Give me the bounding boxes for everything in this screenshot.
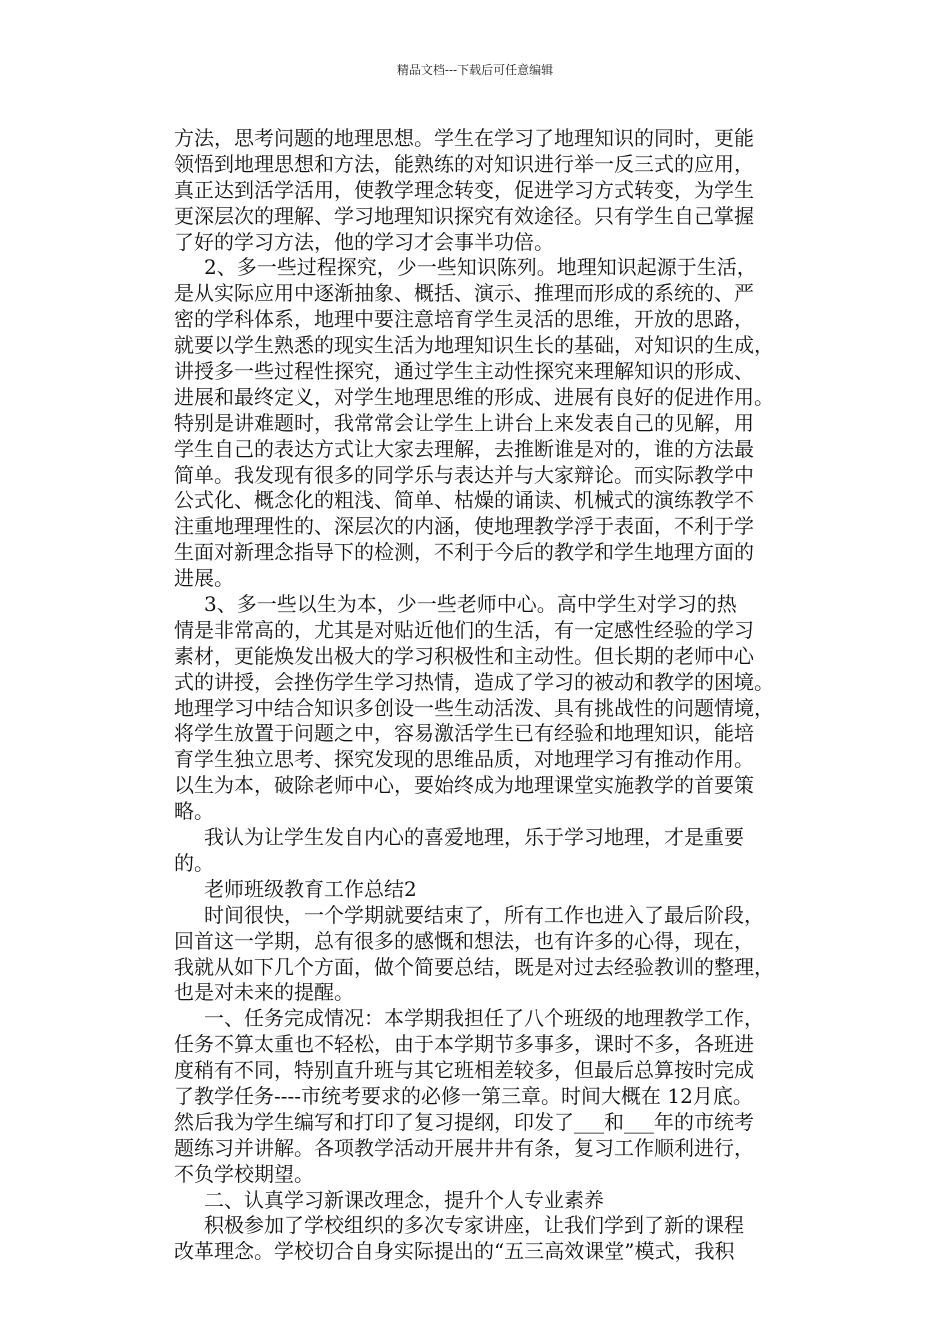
text-line: 的。 <box>174 850 214 875</box>
text-line: 生面对新理念指导下的检测，不利于今后的教学和学生地理方面的 <box>174 540 754 565</box>
text-line: 地理学习中结合知识多创设一些生动活泼、具有挑战性的问题情境， <box>174 695 774 720</box>
text-line: 进展。 <box>174 566 234 591</box>
text-line: 我就从如下几个方面，做个简要总结，既是对过去经验教训的整理， <box>174 954 774 979</box>
text-line: 情是非常高的，尤其是对贴近他们的生活，有一定感性经验的学习 <box>174 617 754 642</box>
text-line: 2、多一些过程探究，少一些知识陈列。地理知识起源于生活， <box>204 255 757 280</box>
text-line: 也是对未来的提醒。 <box>174 980 354 1005</box>
text-line: 就要以学生熟悉的现实生活为地理知识生长的基础，对知识的生成， <box>174 333 774 358</box>
text-line: 我认为让学生发自内心的喜爱地理，乐于学习地理，才是重要 <box>204 825 744 850</box>
text-line: 将学生放置于问题之中，容易激活学生已有经验和地理知识，能培 <box>174 721 754 746</box>
text-line: 以生为本，破除老师中心，要始终成为地理课堂实施教学的首要策 <box>174 773 754 798</box>
document-body <box>174 126 806 1265</box>
text-line: 改革理念。学校切合自身实际提出的“五三高效课堂”模式，我积 <box>174 1239 735 1264</box>
text-line: 积极参加了学校组织的多次专家讲座，让我们学到了新的课程 <box>204 1213 744 1238</box>
text-line: 注重地理理性的、深层次的内涵，使地理教学浮于表面，不利于学 <box>174 514 754 539</box>
text-line: 简单。我发现有很多的同学乐与表达并与大家辩论。而实际教学中 <box>174 462 754 487</box>
text-line: 不负学校期望。 <box>174 1161 314 1186</box>
text-line: 然后我为学生编写和打印了复习提纲，印发了___和___年的市统考 <box>174 1109 754 1134</box>
text-line: 学生自己的表达方式让大家去理解，去推断谁是对的，谁的方法最 <box>174 436 754 461</box>
text-line: 度稍有不同，特别直升班与其它班相差较多，但最后总算按时完成 <box>174 1058 754 1083</box>
text-line: 领悟到地理思想和方法，能熟练的对知识进行举一反三式的应用， <box>174 151 754 176</box>
text-line: 进展和最终定义，对学生地理思维的形成、进展有良好的促进作用。 <box>174 384 774 409</box>
text-line: 式的讲授，会挫伤学生学习热情，造成了学习的被动和教学的困境。 <box>174 669 774 694</box>
text-line: 3、多一些以生为本，少一些老师中心。高中学生对学习的热 <box>204 592 737 617</box>
text-line: 更深层次的理解、学习地理知识探究有效途径。只有学生自己掌握 <box>174 203 754 228</box>
text-line: 略。 <box>174 799 214 824</box>
text-line: 任务不算太重也不轻松，由于本学期节多事多，课时不多，各班进 <box>174 1032 754 1057</box>
text-line: 一、任务完成情况：本学期我担任了八个班级的地理教学工作， <box>204 1006 764 1031</box>
text-line: 了教学任务----市统考要求的必修一第三章。时间大概在 12月底。 <box>174 1083 753 1108</box>
text-line: 题练习并讲解。各项教学活动开展井井有条，复习工作顺利进行， <box>174 1135 754 1160</box>
text-line: 特别是讲难题时，我常常会让学生上讲台上来发表自己的见解，用 <box>174 410 754 435</box>
text-line: 公式化、概念化的粗浅、简单、枯燥的诵读、机械式的演练教学不 <box>174 488 754 513</box>
text-line: 密的学科体系，地理中要注意培育学生灵活的思维，开放的思路， <box>174 307 754 332</box>
text-line: 回首这一学期，总有很多的感慨和想法，也有许多的心得，现在， <box>174 928 754 953</box>
text-line: 真正达到活学活用，使教学理念转变，促进学习方式转变，为学生 <box>174 177 754 202</box>
text-line: 育学生独立思考、探究发现的思维品质，对地理学习有推动作用。 <box>174 747 754 772</box>
text-line: 老师班级教育工作总结2 <box>204 876 417 901</box>
text-line: 二、认真学习新课改理念，提升个人专业素养 <box>204 1187 604 1212</box>
text-line: 是从实际应用中逐渐抽象、概括、演示、推理而形成的系统的、严 <box>174 281 754 306</box>
page-header: 精品文档---下载后可任意编辑 <box>396 63 554 77</box>
text-line: 素材，更能焕发出极大的学习积极性和主动性。但长期的老师中心 <box>174 643 754 668</box>
text-line: 讲授多一些过程性探究，通过学生主动性探究来理解知识的形成、 <box>174 359 754 384</box>
text-line: 了好的学习方法，他的学习才会事半功倍。 <box>174 229 554 254</box>
text-line: 时间很快，一个学期就要结束了，所有工作也进入了最后阶段， <box>204 902 764 927</box>
text-line: 方法，思考问题的地理思想。学生在学习了地理知识的同时，更能 <box>174 126 754 150</box>
